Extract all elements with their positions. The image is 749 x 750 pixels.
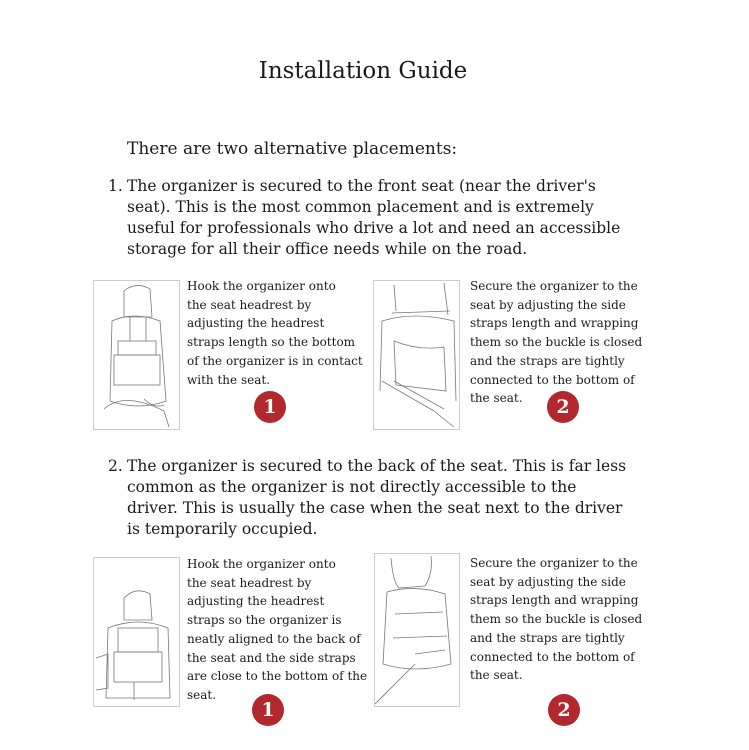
- step-caption: Hook the organizer onto the seat headrest by adjusting the headrest straps length so the bottom of the organizer is in contact with the seat.: [187, 279, 363, 387]
- seat-organizer-illustration: [93, 280, 180, 430]
- step-badge: 2: [548, 694, 580, 726]
- section-body: The organizer is secured to the front seat (near the driver's seat). This is the most common placement and is extremely useful for professionals who drive a lot and need an accessible storage for all their office needs while on the road.: [127, 177, 621, 258]
- intro-text: There are two alternative placements:: [127, 139, 458, 159]
- step-badge: 2: [547, 391, 579, 423]
- step-caption: Secure the organizer to the seat by adjusting the side straps length and wrapping them so the buckle is closed and the straps are tightly connected to the bottom of the seat.: [470, 556, 643, 683]
- page-title: Installation Guide: [258, 58, 468, 84]
- section-body: The organizer is secured to the back of the seat. This is far less common as the organizer is not directly accessible to the driver. This is usually the case when the seat next to the driver is temporarily occupied.: [127, 457, 627, 538]
- step-badge: 1: [252, 694, 284, 726]
- section-2-text: [108, 456, 628, 540]
- section-number: 2.: [108, 457, 123, 475]
- seat-back-organizer-illustration: [93, 557, 180, 707]
- seat-back-strap-illustration: [374, 553, 460, 707]
- step-badge: 1: [254, 391, 286, 423]
- step-caption: Secure the organizer to the seat by adjusting the side straps length and wrapping them so the buckle is closed and the straps are tightly connected to the bottom of the seat.: [470, 279, 643, 406]
- seat-strap-illustration: [373, 280, 460, 430]
- section-number: 1.: [108, 177, 123, 195]
- section-1-text: [108, 176, 628, 260]
- step-caption: Hook the organizer onto the seat headrest by adjusting the headrest straps so the organizer is neatly aligned to the back of the seat and the side straps are close to the bottom of the seat.: [187, 557, 368, 702]
